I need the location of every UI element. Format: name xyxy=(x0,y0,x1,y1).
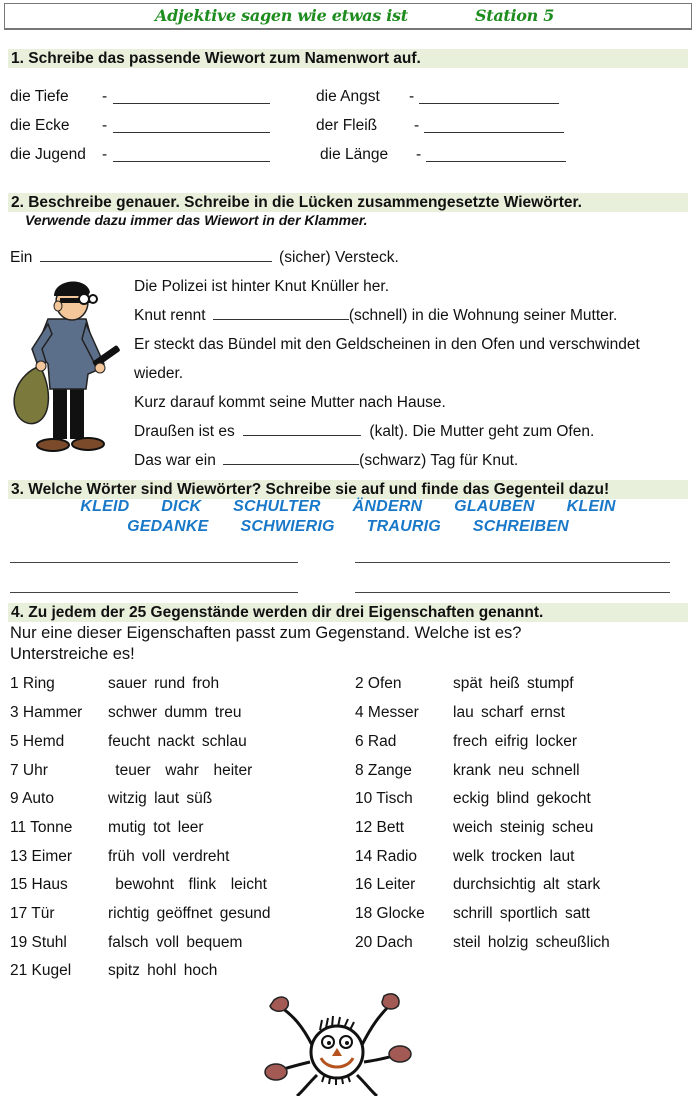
text-after: (kalt). Die Mutter geht zum Ofen. xyxy=(369,423,595,440)
section-1-heading: 1. Schreibe das passende Wiewort zum Namenwort auf. xyxy=(8,49,688,68)
word-list-row-2: GEDANKE SCHWIERIG TRAURIG SCHREIBEN xyxy=(127,518,569,535)
answer-blank[interactable] xyxy=(213,307,349,320)
noun: die Ecke xyxy=(10,117,70,134)
noun-row xyxy=(316,117,420,135)
noun-row xyxy=(320,146,422,164)
word-list-row-1: KLEID DICK SCHULTER ÄNDERN GLAUBEN KLEIN xyxy=(80,498,616,515)
answer-blank[interactable] xyxy=(113,120,270,133)
answer-blank[interactable] xyxy=(243,423,361,436)
item-label: 8 Zange xyxy=(355,762,412,779)
story-line xyxy=(134,307,617,325)
item-label: 10 Tisch xyxy=(355,790,413,807)
answer-blank[interactable] xyxy=(419,91,559,104)
answer-line[interactable] xyxy=(10,592,298,593)
dash: - xyxy=(102,117,108,134)
item-label: 20 Dach xyxy=(355,934,413,951)
item-label: 9 Auto xyxy=(10,790,54,807)
item-label: 2 Ofen xyxy=(355,675,402,692)
item-label: 14 Radio xyxy=(355,848,418,865)
item-properties[interactable]: spitz hohl hoch xyxy=(108,962,218,979)
text-before: Das war ein xyxy=(134,452,216,469)
story-line: Er steckt das Bündel mit den Geldscheinen in den Ofen und verschwindet xyxy=(134,336,640,353)
item-label: 15 Haus xyxy=(10,876,68,893)
item-properties[interactable]: eckig blind gekocht xyxy=(453,790,591,807)
answer-blank[interactable] xyxy=(40,249,272,262)
story-line: wieder. xyxy=(134,365,184,382)
story-line: Kurz darauf kommt seine Mutter nach Hause. xyxy=(134,394,446,411)
item-properties[interactable]: frech eifrig locker xyxy=(453,733,578,750)
item-properties[interactable]: witzig laut süß xyxy=(108,790,213,807)
section-2-subheading: Verwende dazu immer das Wiewort in der Klammer. xyxy=(25,212,368,228)
dash: - xyxy=(416,146,422,163)
item-properties[interactable]: falsch voll bequem xyxy=(108,934,243,951)
dash: - xyxy=(414,117,420,134)
story-line: Die Polizei ist hinter Knut Knüller her. xyxy=(134,278,390,295)
item-label: 7 Uhr xyxy=(10,762,48,779)
noun: die Jugend xyxy=(10,146,86,163)
answer-blank[interactable] xyxy=(424,120,564,133)
station-label: Station 5 xyxy=(475,6,555,25)
noun-row xyxy=(10,117,108,135)
item-properties[interactable]: teuer wahr heiter xyxy=(108,762,253,779)
answer-blank[interactable] xyxy=(223,452,359,465)
item-properties[interactable]: sauer rund froh xyxy=(108,675,220,692)
noun-row xyxy=(316,88,415,106)
item-properties[interactable]: schrill sportlich satt xyxy=(453,905,590,922)
item-label: 12 Bett xyxy=(355,819,405,836)
section-4-heading: 4. Zu jedem der 25 Gegenstände werden dir drei Eigenschaften genannt. xyxy=(8,603,688,622)
item-label: 13 Eimer xyxy=(10,848,73,865)
item-label: 1 Ring xyxy=(10,675,55,692)
item-properties[interactable]: bewohnt flink leicht xyxy=(108,876,267,893)
dash: - xyxy=(102,146,108,163)
spider-illustration-icon xyxy=(262,990,412,1096)
text-after: (sicher) Versteck. xyxy=(279,249,399,266)
story-line xyxy=(134,423,594,441)
section-3-heading: 3. Welche Wörter sind Wiewörter? Schreibe sie auf und finde das Gegenteil dazu! xyxy=(8,480,688,499)
item-properties[interactable]: welk trocken laut xyxy=(453,848,575,865)
story-line-first xyxy=(10,249,399,267)
item-properties[interactable]: lau scharf ernst xyxy=(453,704,565,721)
item-properties[interactable]: richtig geöffnet gesund xyxy=(108,905,271,922)
section-4-instruction: Nur eine dieser Eigenschaften passt zum Gegenstand. Welche ist es? xyxy=(10,624,522,642)
noun: der Fleiß xyxy=(316,117,378,134)
worksheet-header xyxy=(4,3,692,30)
text-before: Knut rennt xyxy=(134,307,206,324)
noun: die Länge xyxy=(320,146,389,163)
noun-row xyxy=(10,146,108,164)
text-before: Ein xyxy=(10,249,33,266)
item-label: 11 Tonne xyxy=(10,819,73,836)
text-before: Draußen ist es xyxy=(134,423,235,440)
dash: - xyxy=(409,88,415,105)
noun-row xyxy=(10,88,108,106)
text-after: (schwarz) Tag für Knut. xyxy=(359,452,519,469)
item-properties[interactable]: durchsichtig alt stark xyxy=(453,876,601,893)
answer-line[interactable] xyxy=(355,592,670,593)
answer-blank[interactable] xyxy=(113,149,270,162)
story-line xyxy=(134,452,518,470)
item-label: 18 Glocke xyxy=(355,905,425,922)
section-2-heading: 2. Beschreibe genauer. Schreibe in die Lücken zusammengesetzte Wiewörter. xyxy=(8,193,688,212)
item-properties[interactable]: spät heiß stumpf xyxy=(453,675,574,692)
thief-illustration-icon xyxy=(8,274,126,464)
text-after: (schnell) in die Wohnung seiner Mutter. xyxy=(348,307,618,324)
item-properties[interactable]: steil holzig scheußlich xyxy=(453,934,610,951)
answer-blank[interactable] xyxy=(426,149,566,162)
worksheet-title: Adjektive sagen wie etwas ist xyxy=(155,6,408,25)
answer-line[interactable] xyxy=(355,562,670,563)
item-label: 21 Kugel xyxy=(10,962,72,979)
item-label: 17 Tür xyxy=(10,905,55,922)
answer-line[interactable] xyxy=(10,562,298,563)
item-properties[interactable]: weich steinig scheu xyxy=(453,819,594,836)
item-properties[interactable]: feucht nackt schlau xyxy=(108,733,247,750)
noun: die Angst xyxy=(316,88,380,105)
item-label: 16 Leiter xyxy=(355,876,416,893)
item-label: 3 Hammer xyxy=(10,704,83,721)
item-label: 5 Hemd xyxy=(10,733,65,750)
item-properties[interactable]: früh voll verdreht xyxy=(108,848,230,865)
item-label: 6 Rad xyxy=(355,733,397,750)
item-label: 19 Stuhl xyxy=(10,934,67,951)
answer-blank[interactable] xyxy=(113,91,270,104)
item-properties[interactable]: mutig tot leer xyxy=(108,819,204,836)
item-label: 4 Messer xyxy=(355,704,419,721)
item-properties[interactable]: krank neu schnell xyxy=(453,762,580,779)
section-4-instruction: Unterstreiche es! xyxy=(10,645,135,663)
noun: die Tiefe xyxy=(10,88,69,105)
item-properties[interactable]: schwer dumm treu xyxy=(108,704,242,721)
dash: - xyxy=(102,88,108,105)
